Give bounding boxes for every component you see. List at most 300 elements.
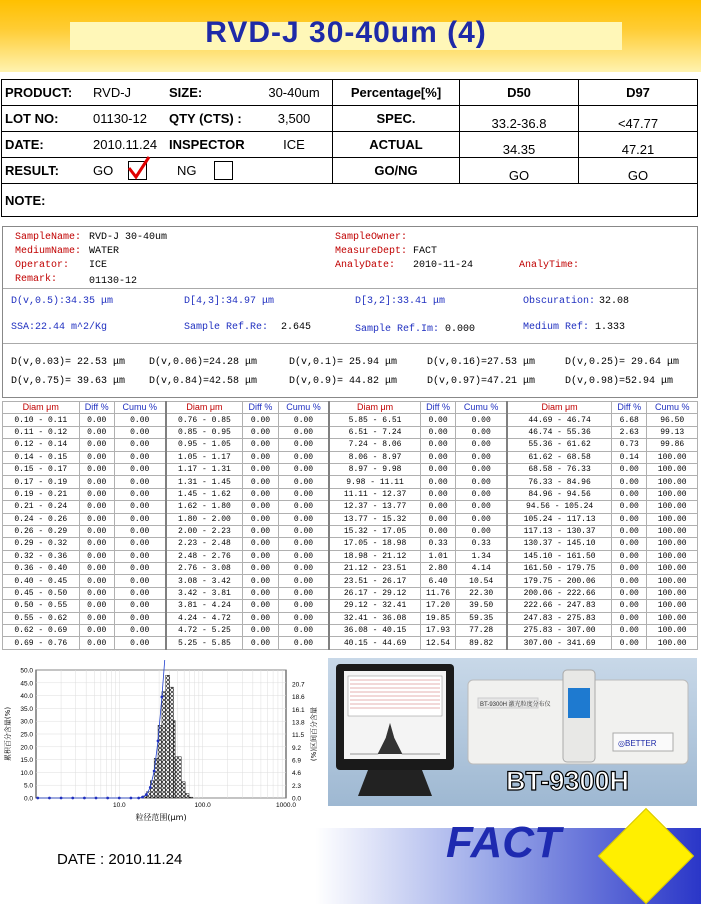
ng-label: NG (177, 163, 197, 178)
table-row (3, 600, 698, 612)
histogram-bar (150, 781, 154, 798)
diff-cell: 0.00 (79, 463, 114, 475)
cumu-cell: 0.00 (114, 451, 165, 463)
diff-cell: 0.00 (79, 426, 114, 438)
product-photo (328, 658, 697, 806)
diff-cell: 2.80 (420, 563, 456, 575)
d43-value: D[4,3]:34.97 μm (184, 296, 275, 307)
left-tick-label: 35.0 (20, 705, 33, 713)
lot-label: LOT NO: (2, 106, 91, 132)
left-tick-label: 25.0 (20, 731, 33, 739)
column-header: Diam μm (507, 402, 612, 414)
diff-cell: 0.00 (612, 463, 647, 475)
distribution-chart (0, 660, 326, 828)
cumu-cell: 0.00 (278, 612, 329, 624)
analy-date-value: 2010-11-24 (413, 260, 474, 271)
table-row (3, 587, 698, 599)
table-row (3, 451, 698, 463)
diff-cell: 0.00 (79, 501, 114, 513)
cumu-cell: 59.35 (456, 612, 507, 624)
cumulative-point (83, 797, 86, 800)
percentile-value: D(v,0.25)= 29.64 μm (565, 357, 680, 368)
x-tick-label: 100.0 (194, 802, 211, 809)
cumu-cell: 0.00 (114, 587, 165, 599)
diff-cell: 0.14 (612, 451, 647, 463)
diff-cell: 0.00 (243, 563, 278, 575)
percentile-value: D(v,0.9)= 44.82 μm (289, 376, 398, 387)
cumu-cell: 100.00 (647, 587, 698, 599)
percentile-value: D(v,0.97)=47.21 μm (427, 376, 536, 387)
product-label: PRODUCT: (2, 80, 91, 106)
diameter-cell: 105.24 - 117.13 (507, 513, 612, 525)
percentile-value: D(v,0.03)= 22.53 μm (11, 357, 126, 368)
cumu-cell: 0.00 (114, 513, 165, 525)
operator-label: Operator: (15, 260, 70, 271)
diameter-cell: 8.06 - 8.97 (329, 451, 420, 463)
diameter-cell: 2.00 - 2.23 (166, 525, 243, 537)
diff-cell: 0.00 (612, 525, 647, 537)
cumulative-point (153, 770, 156, 773)
diff-cell: 0.00 (612, 575, 647, 587)
diff-cell: 0.00 (420, 414, 456, 426)
diameter-cell: 68.58 - 76.33 (507, 463, 612, 475)
size-label: SIZE: (166, 80, 256, 106)
diameter-cell: 0.36 - 0.40 (3, 563, 80, 575)
diameter-cell: 5.25 - 5.85 (166, 637, 243, 649)
diameter-cell: 0.40 - 0.45 (3, 575, 80, 587)
histogram-bar (174, 720, 176, 798)
column-header: Cumu % (456, 402, 507, 414)
cumu-cell: 100.00 (647, 538, 698, 550)
cumulative-point (48, 797, 51, 800)
y-axis-label-right: (%)区间百分含量 (310, 706, 318, 762)
cumulative-point (60, 797, 63, 800)
diff-cell: 0.00 (243, 637, 278, 649)
diameter-cell: 3.81 - 4.24 (166, 600, 243, 612)
cumu-cell: 0.00 (114, 637, 165, 649)
diameter-cell: 1.45 - 1.62 (166, 488, 243, 500)
diff-cell: 0.00 (79, 600, 114, 612)
left-tick-label: 15.0 (20, 757, 33, 765)
cumulative-point (141, 796, 144, 799)
cumu-cell: 0.00 (114, 501, 165, 513)
left-tick-label: 45.0 (20, 680, 33, 688)
diff-cell: 0.00 (243, 600, 278, 612)
diameter-cell: 4.72 - 5.25 (166, 625, 243, 637)
cumu-cell: 0.00 (114, 488, 165, 500)
cumu-cell: 0.00 (278, 463, 329, 475)
diff-cell: 0.00 (243, 625, 278, 637)
cumu-cell: 0.33 (456, 538, 507, 550)
diameter-cell: 0.62 - 0.69 (3, 625, 80, 637)
cumu-cell: 0.00 (114, 414, 165, 426)
cumu-cell: 99.13 (647, 426, 698, 438)
diameter-cell: 29.12 - 32.41 (329, 600, 420, 612)
operator-value: ICE (89, 260, 108, 271)
diff-cell: 0.00 (612, 563, 647, 575)
cumu-cell: 0.00 (456, 525, 507, 537)
histogram-bar (181, 782, 185, 798)
diameter-cell: 0.10 - 0.11 (3, 414, 80, 426)
cumu-cell: 100.00 (647, 637, 698, 649)
actual-d97: 47.21 (579, 132, 698, 158)
column-header: Cumu % (278, 402, 329, 414)
diameter-cell: 76.33 - 84.96 (507, 476, 612, 488)
diameter-cell: 12.37 - 13.77 (329, 501, 420, 513)
dv05-value: D(v,0.5):34.35 μm (11, 296, 114, 307)
diff-cell: 0.00 (79, 513, 114, 525)
cumu-cell: 0.00 (456, 501, 507, 513)
diff-cell: 0.00 (243, 513, 278, 525)
diameter-cell: 26.17 - 29.12 (329, 587, 420, 599)
table-row (3, 476, 698, 488)
diff-cell: 0.00 (612, 625, 647, 637)
analy-date-label: AnalyDate: (335, 260, 396, 271)
cumu-cell: 0.00 (278, 513, 329, 525)
diameter-cell: 8.97 - 9.98 (329, 463, 420, 475)
diff-cell: 0.00 (612, 550, 647, 562)
diameter-cell: 247.83 - 275.83 (507, 612, 612, 624)
table-row (3, 513, 698, 525)
right-tick-label: 0.0 (292, 795, 302, 803)
table-row (3, 525, 698, 537)
date-value: 2010.11.24 (90, 132, 166, 158)
d97-label: D97 (579, 80, 698, 106)
table-row (3, 538, 698, 550)
percentile-value: D(v,0.98)=52.94 μm (565, 376, 674, 387)
cumu-cell: 0.00 (278, 575, 329, 587)
diameter-cell: 0.24 - 0.26 (3, 513, 80, 525)
cumu-cell: 100.00 (647, 488, 698, 500)
diff-cell: 17.20 (420, 600, 456, 612)
cumu-cell: 0.00 (114, 463, 165, 475)
diameter-cell: 1.17 - 1.31 (166, 463, 243, 475)
percentile-value: D(v,0.75)= 39.63 μm (11, 376, 126, 387)
diff-cell: 0.00 (79, 587, 114, 599)
qty-label: QTY (CTS) : (166, 106, 256, 132)
diameter-cell: 130.37 - 145.10 (507, 538, 612, 550)
qty-value: 3,500 (256, 106, 333, 132)
diameter-cell: 0.21 - 0.24 (3, 501, 80, 513)
diff-cell: 0.00 (420, 463, 456, 475)
diameter-cell: 0.17 - 0.19 (3, 476, 80, 488)
diff-cell: 0.00 (79, 439, 114, 451)
diff-cell: 0.00 (79, 563, 114, 575)
histogram-bar (170, 687, 174, 798)
diameter-cell: 2.23 - 2.48 (166, 538, 243, 550)
diameter-cell: 222.66 - 247.83 (507, 600, 612, 612)
diameter-cell: 36.08 - 40.15 (329, 625, 420, 637)
cumu-cell: 96.50 (647, 414, 698, 426)
diff-cell: 17.93 (420, 625, 456, 637)
diameter-cell: 1.05 - 1.17 (166, 451, 243, 463)
cumulative-point (36, 797, 39, 800)
gong-d97: GO (579, 158, 698, 184)
cumu-cell: 100.00 (647, 525, 698, 537)
cumulative-point (149, 786, 152, 789)
cumu-cell: 100.00 (647, 550, 698, 562)
table-row (3, 501, 698, 513)
actual-d50: 34.35 (460, 132, 579, 158)
diameter-cell: 0.11 - 0.12 (3, 426, 80, 438)
diameter-cell: 0.45 - 0.50 (3, 587, 80, 599)
table-row (3, 637, 698, 649)
go-label: GO (93, 163, 114, 178)
fact-logo: FACT (446, 818, 561, 867)
diameter-cell: 117.13 - 130.37 (507, 525, 612, 537)
diameter-cell: 179.75 - 200.06 (507, 575, 612, 587)
diff-cell: 0.00 (79, 525, 114, 537)
cumu-cell: 0.00 (114, 476, 165, 488)
cumulative-point (118, 797, 121, 800)
right-tick-label: 18.6 (292, 694, 305, 702)
column-header: Diff % (79, 402, 114, 414)
cumu-cell: 0.00 (278, 488, 329, 500)
diff-cell: 0.00 (79, 414, 114, 426)
right-tick-label: 2.3 (292, 782, 302, 790)
diameter-cell: 9.98 - 11.11 (329, 476, 420, 488)
diameter-cell: 200.06 - 222.66 (507, 587, 612, 599)
sample-owner-label: SampleOwner: (335, 232, 408, 243)
d50-label: D50 (460, 80, 579, 106)
cumu-cell: 0.00 (456, 513, 507, 525)
right-tick-label: 9.2 (292, 744, 302, 752)
cumu-cell: 0.00 (114, 625, 165, 637)
cumu-cell: 0.00 (278, 451, 329, 463)
diff-cell: 2.63 (612, 426, 647, 438)
histogram-bar (175, 757, 181, 798)
diff-cell: 0.00 (243, 587, 278, 599)
cumu-cell: 0.00 (278, 587, 329, 599)
sample-name-label: SampleName: (15, 232, 82, 243)
right-tick-label: 13.8 (292, 719, 305, 727)
cumu-cell: 22.30 (456, 587, 507, 599)
diameter-cell: 2.76 - 3.08 (166, 563, 243, 575)
histogram-bar (185, 793, 189, 798)
table-row (3, 463, 698, 475)
cumu-cell: 0.00 (278, 414, 329, 426)
cumulative-point (71, 797, 74, 800)
cumu-cell: 0.00 (114, 575, 165, 587)
table-header-row (3, 402, 698, 414)
left-tick-label: 10.0 (20, 769, 33, 777)
cumu-cell: 0.00 (278, 637, 329, 649)
cumu-cell: 100.00 (647, 612, 698, 624)
cumu-cell: 0.00 (278, 600, 329, 612)
diff-cell: 0.00 (243, 612, 278, 624)
diff-cell: 0.00 (612, 513, 647, 525)
diff-cell: 0.00 (79, 538, 114, 550)
cumu-cell: 0.00 (278, 538, 329, 550)
y-axis-label-left: 累积百分含量(%) (4, 706, 12, 762)
date-label: DATE: (2, 132, 91, 158)
cumulative-point (137, 797, 140, 800)
left-tick-label: 40.0 (20, 693, 33, 701)
diff-cell: 0.00 (243, 501, 278, 513)
x-tick-label: 10.0 (113, 802, 126, 809)
diff-cell: 0.00 (612, 612, 647, 624)
ssa-value: SSA:22.44 m^2/Kg (11, 322, 108, 333)
table-row (3, 550, 698, 562)
diff-cell: 0.00 (612, 538, 647, 550)
d32-value: D[3,2]:33.41 μm (355, 296, 446, 307)
table-row (3, 612, 698, 624)
diameter-cell: 6.51 - 7.24 (329, 426, 420, 438)
diff-cell: 0.00 (420, 439, 456, 451)
diameter-cell: 307.00 - 341.69 (507, 637, 612, 649)
inspector-value: ICE (256, 132, 333, 158)
cumulative-point (130, 797, 133, 800)
ref-im-label: Sample Ref.Im: (355, 324, 440, 335)
diff-cell: 6.68 (612, 414, 647, 426)
cumu-cell: 0.00 (114, 439, 165, 451)
left-tick-label: 30.0 (20, 718, 33, 726)
diff-cell: 0.00 (420, 476, 456, 488)
diameter-cell: 40.15 - 44.69 (329, 637, 420, 649)
analy-time-label: AnalyTime: (519, 260, 580, 271)
diff-cell: 0.00 (243, 414, 278, 426)
percentile-value: D(v,0.06)=24.28 μm (149, 357, 258, 368)
diff-cell: 0.00 (79, 488, 114, 500)
diff-cell: 0.00 (612, 488, 647, 500)
cumu-cell: 0.00 (114, 612, 165, 624)
diff-cell: 0.00 (79, 637, 114, 649)
diff-cell: 0.00 (420, 488, 456, 500)
diff-cell: 0.73 (612, 439, 647, 451)
diameter-cell: 0.55 - 0.62 (3, 612, 80, 624)
diff-cell: 0.00 (243, 439, 278, 451)
diameter-cell: 0.85 - 0.95 (166, 426, 243, 438)
diff-cell: 6.40 (420, 575, 456, 587)
cumu-cell: 100.00 (647, 625, 698, 637)
diff-cell: 0.00 (79, 476, 114, 488)
left-tick-label: 0.0 (23, 795, 33, 803)
diff-cell: 0.33 (420, 538, 456, 550)
result-label: RESULT: (2, 158, 91, 184)
diameter-cell: 61.62 - 68.58 (507, 451, 612, 463)
ng-option (166, 158, 256, 184)
gong-label: GO/NG (333, 158, 460, 184)
diff-cell: 0.00 (243, 463, 278, 475)
diameter-cell: 0.19 - 0.21 (3, 488, 80, 500)
checkmark-icon (126, 155, 152, 181)
lot-value: 01130-12 (90, 106, 166, 132)
diff-cell: 11.76 (420, 587, 456, 599)
medium-ref-label: Medium Ref: (523, 322, 590, 333)
cumu-cell: 100.00 (647, 476, 698, 488)
left-tick-label: 50.0 (20, 667, 33, 675)
cumu-cell: 100.00 (647, 575, 698, 587)
medium-ref-value: 1.333 (595, 322, 626, 333)
diff-cell: 0.00 (243, 426, 278, 438)
diameter-cell: 46.74 - 55.36 (507, 426, 612, 438)
ng-checkbox[interactable] (214, 161, 233, 180)
cumu-cell: 0.00 (278, 476, 329, 488)
percentile-value: D(v,0.84)=42.58 μm (149, 376, 258, 387)
cumu-cell: 0.00 (278, 525, 329, 537)
table-row (3, 439, 698, 451)
cumu-cell: 4.14 (456, 563, 507, 575)
column-header: Cumu % (114, 402, 165, 414)
column-header: Diff % (243, 402, 278, 414)
cumu-cell: 0.00 (456, 451, 507, 463)
cumu-cell: 0.00 (114, 426, 165, 438)
x-axis-label: 粒径范围(μm) (135, 813, 187, 822)
diameter-cell: 1.80 - 2.00 (166, 513, 243, 525)
cumu-cell: 0.00 (278, 426, 329, 438)
cumu-cell: 0.00 (114, 525, 165, 537)
diameter-cell: 3.42 - 3.81 (166, 587, 243, 599)
diff-cell: 0.00 (612, 501, 647, 513)
divider (3, 343, 697, 344)
divider (3, 288, 697, 289)
spec-d50: 33.2-36.8 (460, 106, 579, 132)
diff-cell: 0.00 (243, 476, 278, 488)
cumu-cell: 99.86 (647, 439, 698, 451)
diff-cell: 0.00 (243, 575, 278, 587)
diff-cell: 0.00 (79, 612, 114, 624)
cumulative-point (95, 797, 98, 800)
cumu-cell: 39.50 (456, 600, 507, 612)
cumu-cell: 0.00 (278, 625, 329, 637)
sample-info-panel (2, 226, 698, 398)
diameter-cell: 32.41 - 36.08 (329, 612, 420, 624)
obscuration-label: Obscuration: (523, 296, 596, 307)
column-header: Diff % (612, 402, 647, 414)
cumu-cell: 0.00 (456, 426, 507, 438)
diff-cell: 0.00 (420, 426, 456, 438)
diff-cell: 0.00 (243, 538, 278, 550)
diff-cell: 0.00 (612, 587, 647, 599)
footer-date: DATE : 2010.11.24 (57, 851, 183, 868)
column-header: Diam μm (166, 402, 243, 414)
cumu-cell: 1.34 (456, 550, 507, 562)
diameter-cell: 1.31 - 1.45 (166, 476, 243, 488)
size-value: 30-40um (256, 80, 333, 106)
cumu-cell: 0.00 (278, 439, 329, 451)
cumu-cell: 0.00 (456, 439, 507, 451)
cumu-cell: 0.00 (278, 563, 329, 575)
diff-cell: 0.00 (612, 476, 647, 488)
diameter-cell: 0.69 - 0.76 (3, 637, 80, 649)
diff-cell: 0.00 (243, 525, 278, 537)
cumu-cell: 100.00 (647, 563, 698, 575)
histogram-bar (189, 797, 193, 798)
right-tick-label: 11.5 (292, 732, 305, 740)
medium-name-value: WATER (89, 246, 120, 257)
diameter-cell: 21.12 - 23.51 (329, 563, 420, 575)
page-title: RVD-J 30-40um (4) (205, 16, 487, 49)
diff-cell: 0.00 (612, 637, 647, 649)
go-option (90, 158, 166, 184)
diameter-cell: 5.85 - 6.51 (329, 414, 420, 426)
right-tick-label: 20.7 (292, 681, 305, 689)
model-label: BT-9300H (506, 766, 630, 796)
cumu-cell: 0.00 (456, 488, 507, 500)
diameter-cell: 0.14 - 0.15 (3, 451, 80, 463)
actual-label: ACTUAL (333, 132, 460, 158)
diameter-cell: 0.76 - 0.85 (166, 414, 243, 426)
measure-dept-label: MeasureDept: (335, 246, 408, 257)
diameter-cell: 2.48 - 2.76 (166, 550, 243, 562)
diameter-cell: 11.11 - 12.37 (329, 488, 420, 500)
cumulative-point (145, 793, 148, 796)
cumulative-point (106, 797, 109, 800)
diameter-cell: 0.32 - 0.36 (3, 550, 80, 562)
cumu-cell: 89.82 (456, 637, 507, 649)
cumu-cell: 100.00 (647, 463, 698, 475)
cumu-cell: 0.00 (278, 501, 329, 513)
